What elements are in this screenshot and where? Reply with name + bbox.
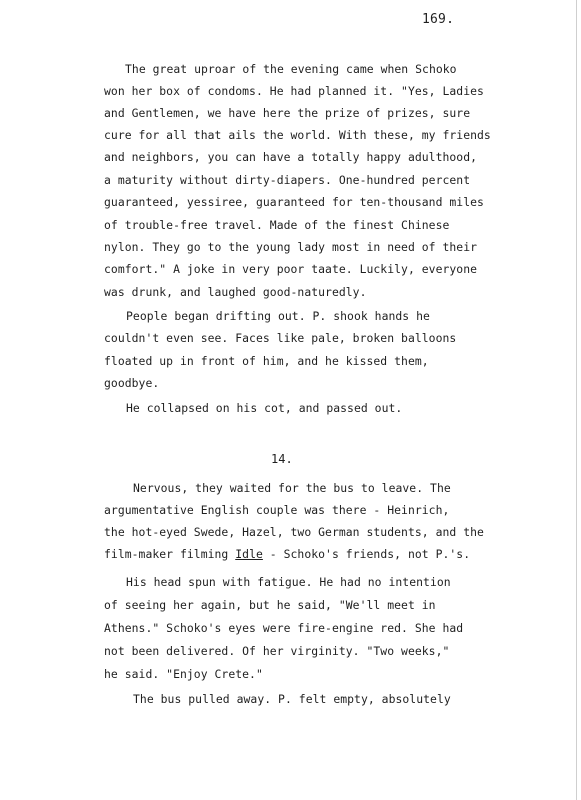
text-line: comfort." A joke in very poor taate. Luckily, everyone	[104, 262, 478, 276]
text-line	[104, 547, 470, 561]
text-line: won her box of condoms. He had planned it. "Yes, Ladies	[104, 84, 484, 98]
text-line: argumentative English couple was there - Heinrich,	[104, 503, 450, 517]
page-edge-rule	[576, 0, 577, 800]
text-line: The bus pulled away. P. felt empty, absolutely	[133, 692, 451, 706]
text-line: of seeing her again, but he said, "We'll meet in	[104, 598, 436, 612]
text-line: of trouble-free travel. Made of the finest Chinese	[104, 218, 450, 232]
text-line: goodbye.	[104, 376, 160, 390]
page-number: 169.	[422, 12, 455, 27]
text-line: floated up in front of him, and he kissed them,	[104, 354, 429, 368]
text-line: a maturity without dirty-diapers. One-hundred percent	[104, 173, 471, 187]
text-line: guaranteed, yessiree, guaranteed for ten-thousand miles	[104, 195, 484, 209]
text-line: not been delivered. Of her virginity. "Two weeks,"	[104, 644, 450, 658]
text-line: he said. "Enjoy Crete."	[104, 667, 263, 681]
text-line: People began drifting out. P. shook hands he	[126, 309, 430, 323]
text-line: He collapsed on his cot, and passed out.	[126, 401, 403, 415]
text-line: Nervous, they waited for the bus to leave. The	[133, 481, 451, 495]
text-line: and Gentlemen, we have here the prize of prizes, sure	[104, 106, 471, 120]
underlined-title: Idle	[235, 547, 263, 561]
text-line: cure for all that ails the world. With these, my friends	[104, 128, 491, 142]
text-line: was drunk, and laughed good-naturedly.	[104, 285, 367, 299]
text-line: and neighbors, you can have a totally happy adulthood,	[104, 150, 478, 164]
text-line: His head spun with fatigue. He had no intention	[126, 575, 451, 589]
text-line: Athens." Schoko's eyes were fire-engine red. She had	[104, 621, 464, 635]
text-line: the hot-eyed Swede, Hazel, two German students, and the	[104, 525, 484, 539]
text-line: The great uproar of the evening came when Schoko	[125, 62, 457, 76]
text-segment: - Schoko's friends, not P.'s.	[262, 547, 471, 561]
chapter-heading: 14.	[271, 452, 293, 466]
text-line: nylon. They go to the young lady most in need of their	[104, 240, 478, 254]
text-line: couldn't even see. Faces like pale, broken balloons	[104, 331, 457, 345]
text-segment: film-maker filming	[104, 547, 236, 561]
